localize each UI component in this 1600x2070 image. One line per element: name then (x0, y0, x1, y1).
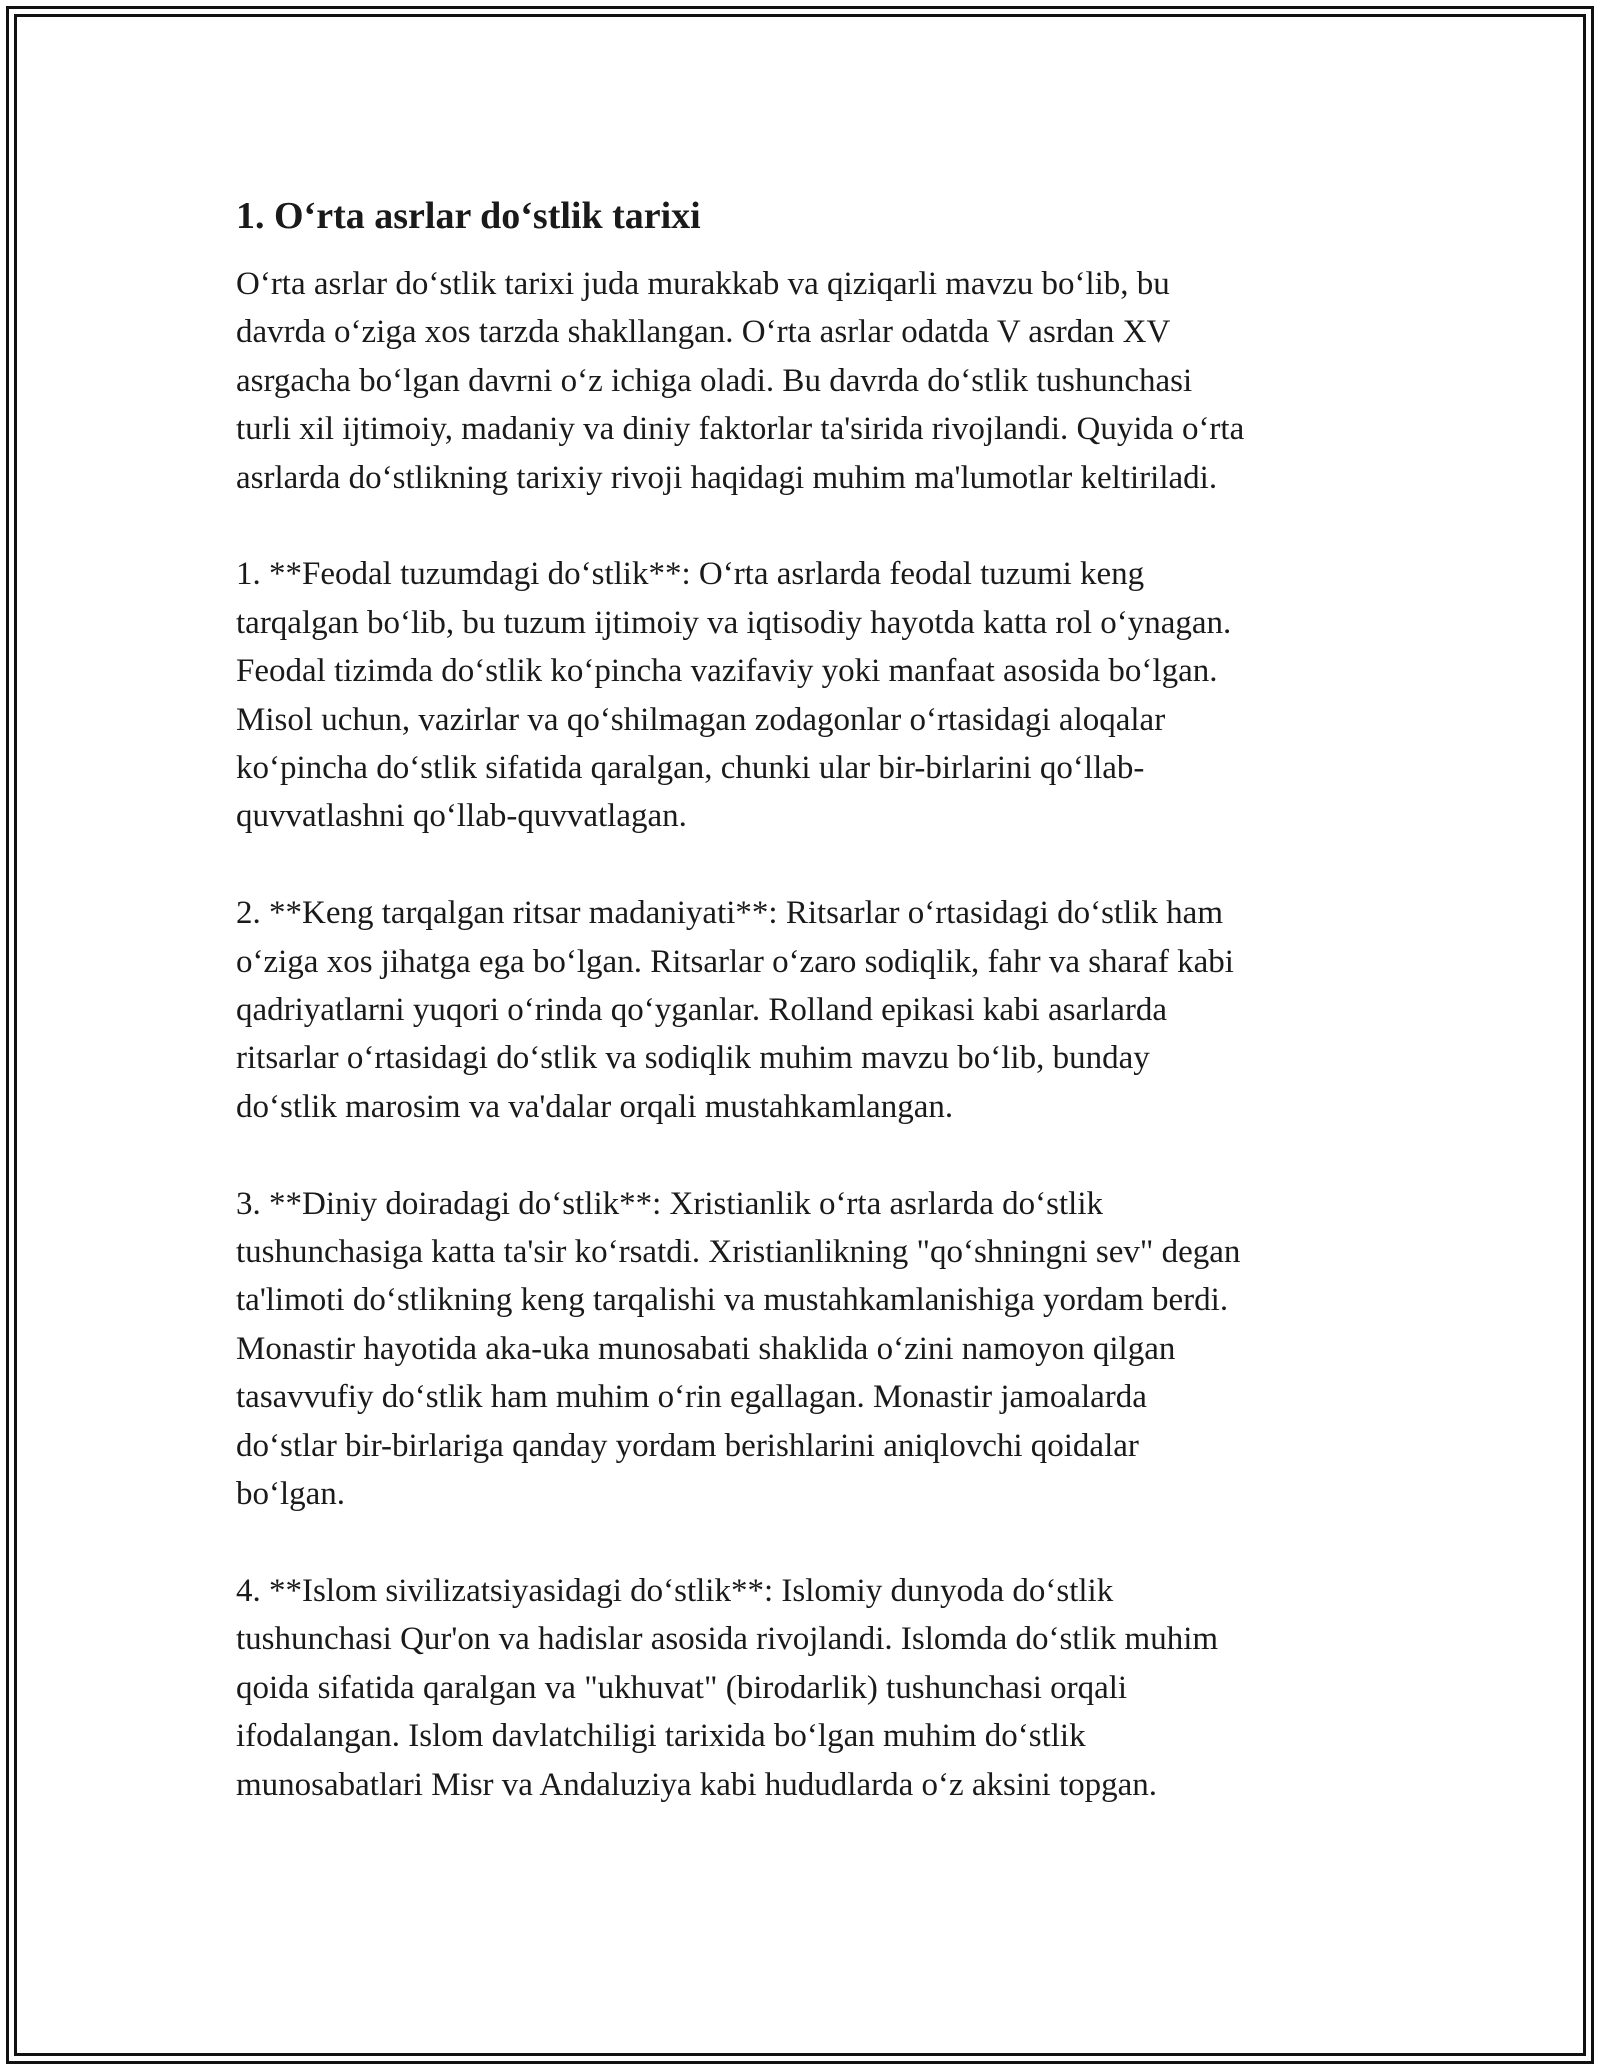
text-line: asrgacha bo‘lgan davrni o‘z ichiga oladi. Bu davrda do‘stlik tushunchasi (236, 362, 1193, 399)
text-line: qoida sifatida qaralgan va "ukhuvat" (birodarlik) tushunchasi orqali (236, 1669, 1128, 1706)
paragraph-spacer (236, 1519, 1386, 1567)
text-line: bo‘lgan. (236, 1476, 346, 1513)
text-line: 1. **Feodal tuzumdagi do‘stlik**: O‘rta asrlarda feodal tuzumi keng (236, 556, 1145, 593)
text-line: ritsarlar o‘rtasidagi do‘stlik va sodiqlik muhim mavzu bo‘lib, bunday (236, 1040, 1150, 1077)
text-line: O‘rta asrlar do‘stlik tarixi juda murakkab va qiziqarli mavzu bo‘lib, bu (236, 266, 1170, 302)
text-line: 3. **Diniy doiradagi do‘stlik**: Xristianlik o‘rta asrlarda do‘stlik (236, 1185, 1104, 1222)
text-line: tarqalgan bo‘lib, bu tuzum ijtimoiy va iqtisodiy hayotda katta rol o‘ynagan. (236, 604, 1232, 641)
document-title: 1. O‘rta asrlar do‘stlik tarixi (236, 195, 701, 237)
text-line: munosabatlari Misr va Andaluziya kabi hududlarda o‘z aksini topgan. (236, 1766, 1158, 1803)
document-body (236, 180, 1386, 1809)
text-line: ta'limoti do‘stlikning keng tarqalishi va mustahkamlanishiga yordam berdi. (236, 1282, 1229, 1319)
text-line: tushunchasiga katta ta'sir ko‘rsatdi. Xristianlikning "qo‘shningni sev" degan (236, 1234, 1241, 1271)
text-line: davrda o‘ziga xos tarzda shakllangan. O‘rta asrlar odatda V asrdan XV (236, 314, 1171, 351)
text-line: qadriyatlarni yuqori o‘rinda qo‘yganlar. Rolland epikasi kabi asarlarda (236, 992, 1168, 1029)
text-line: Misol uchun, vazirlar va qo‘shilmagan zodagonlar o‘rtasidagi aloqalar (236, 701, 1166, 738)
paragraph-islamic-friendship (236, 1567, 1386, 1809)
text-line: do‘stlar bir-birlariga qanday yordam berishlarini aniqlovchi qoidalar (236, 1427, 1139, 1464)
text-line: turli xil ijtimoiy, madaniy va diniy faktorlar ta'sirida rivojlandi. Quyida o‘rta (236, 411, 1245, 448)
text-line: 2. **Keng tarqalgan ritsar madaniyati**: Ritsarlar o‘rtasidagi do‘stlik ham (236, 895, 1223, 932)
text-line: tushunchasi Qur'on va hadislar asosida rivojlandi. Islomda do‘stlik muhim (236, 1621, 1219, 1658)
paragraph-spacer (236, 502, 1386, 550)
paragraph-intro (236, 260, 1386, 502)
text-line: ifodalangan. Islom davlatchiligi tarixida bo‘lgan muhim do‘stlik (236, 1718, 1086, 1755)
text-line: asrlarda do‘stlikning tarixiy rivoji haqidagi muhim ma'lumotlar keltiriladi. (236, 459, 1218, 496)
title-spacer (236, 252, 1386, 260)
paragraph-feudal-friendship (236, 550, 1386, 840)
text-line: ko‘pincha do‘stlik sifatida qaralgan, chunki ular bir-birlarini qo‘llab- (236, 750, 1145, 787)
text-line: Feodal tizimda do‘stlik ko‘pincha vazifaviy yoki manfaat asosida bo‘lgan. (236, 653, 1218, 690)
text-line: tasavvufiy do‘stlik ham muhim o‘rin egallagan. Monastir jamoalarda (236, 1379, 1147, 1416)
text-line: quvvatlashni qo‘llab-quvvatlagan. (236, 798, 687, 835)
paragraph-spacer (236, 841, 1386, 889)
text-line: Monastir hayotida aka-uka munosabati shaklida o‘zini namoyon qilgan (236, 1330, 1176, 1367)
text-line: o‘ziga xos jihatga ega bo‘lgan. Ritsarlar o‘zaro sodiqlik, fahr va sharaf kabi (236, 943, 1234, 980)
text-line: 4. **Islom sivilizatsiyasidagi do‘stlik**: Islomiy dunyoda do‘stlik (236, 1572, 1114, 1609)
paragraph-spacer (236, 1131, 1386, 1179)
text-line: do‘stlik marosim va va'dalar orqali mustahkamlangan. (236, 1088, 954, 1125)
paragraph-knight-culture (236, 889, 1386, 1131)
paragraph-religious-friendship (236, 1180, 1386, 1519)
